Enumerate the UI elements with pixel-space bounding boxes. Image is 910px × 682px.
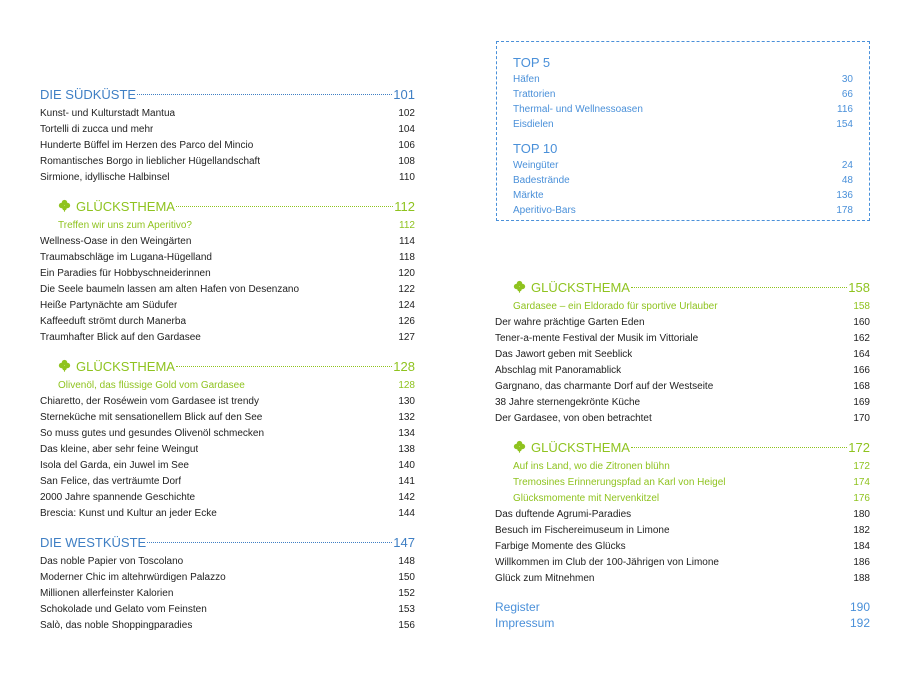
entry-title: Das noble Papier von Toscolano — [40, 556, 184, 567]
entry-page: 174 — [853, 477, 870, 488]
toc-entry[interactable] — [40, 314, 415, 330]
toc-entry[interactable] — [495, 411, 870, 427]
section-heading-suedkueste[interactable] — [40, 84, 415, 106]
section-page: 101 — [393, 87, 415, 102]
clover-icon — [58, 359, 71, 372]
entry-page: 132 — [398, 412, 415, 423]
entry-title: Romantisches Borgo in lieblicher Hügellandschaft — [40, 156, 261, 167]
entry-page: 144 — [398, 508, 415, 519]
entry-title: Tortelli di zucca und mehr — [40, 124, 154, 135]
toc-entry[interactable] — [495, 571, 870, 587]
toc-entry[interactable] — [40, 394, 415, 410]
toc-entry[interactable] — [495, 331, 870, 347]
entry-page: 24 — [841, 160, 853, 171]
section-title: GLÜCKSTHEMA — [76, 359, 175, 374]
entry-page: 153 — [398, 604, 415, 615]
entry-page: 118 — [399, 252, 415, 263]
gluecksthema-4-subtitles — [495, 459, 870, 507]
toc-entry[interactable] — [40, 474, 415, 490]
section-title: DIE SÜDKÜSTE — [40, 87, 137, 102]
gluecksthema-subtitle[interactable]: Gardasee – ein Eldorado für sportive Urlauber 158 — [513, 301, 870, 312]
dot-leader — [176, 366, 392, 367]
dot-leader — [631, 447, 847, 448]
toc-entry[interactable] — [495, 555, 870, 571]
entry-page: 186 — [853, 557, 870, 568]
entry-page: 130 — [398, 396, 415, 407]
entry-title: Auf ins Land, wo die Zitronen blühn — [513, 461, 670, 472]
entry-title: Glück zum Mitnehmen — [495, 573, 595, 584]
entry-title: Hunderte Büffel im Herzen des Parco del Mincio — [40, 140, 254, 151]
top-lists-box — [496, 41, 870, 221]
entry-page: 162 — [853, 333, 870, 344]
entry-title: Heiße Partynächte am Südufer — [40, 300, 178, 311]
section-page: 147 — [393, 535, 415, 550]
entry-page: 176 — [853, 493, 870, 504]
toc-entry[interactable] — [40, 154, 415, 170]
entry-title: 38 Jahre sternengekrönte Küche — [495, 397, 641, 408]
top5-heading: TOP 5 — [513, 55, 551, 70]
top10-heading: TOP 10 — [513, 141, 558, 156]
section-page: 172 — [848, 440, 870, 455]
entry-page: 120 — [398, 268, 415, 279]
entry-title: Gargnano, das charmante Dorf auf der Westseite — [495, 381, 714, 392]
entry-title: Kunst- und Kulturstadt Mantua — [40, 108, 176, 119]
entry-title: Das Jawort geben mit Seeblick — [495, 349, 633, 360]
toc-entry[interactable] — [40, 618, 415, 634]
entry-title: So muss gutes und gesundes Olivenöl schmecken — [40, 428, 265, 439]
top10-list — [513, 158, 853, 218]
entry-page: 30 — [841, 74, 853, 85]
top5-list — [513, 72, 853, 132]
toc-entry[interactable] — [495, 379, 870, 395]
toc-entry[interactable] — [40, 234, 415, 250]
entry-page: 122 — [398, 284, 415, 295]
entry-title: Tremosines Erinnerungspfad an Karl von Heigel — [513, 477, 726, 488]
gluecksthema-heading-128[interactable] — [58, 356, 415, 378]
appendix-entry[interactable] — [495, 599, 870, 615]
entry-title: Thermal- und Wellnessoasen — [513, 104, 643, 115]
toc-entry[interactable] — [40, 106, 415, 122]
entry-page: 110 — [399, 172, 415, 183]
top-list-item[interactable] — [513, 87, 853, 102]
entry-title: 2000 Jahre spannende Geschichte — [40, 492, 196, 503]
entry-page: 169 — [853, 397, 870, 408]
entry-title: Sterneküche mit sensationellem Blick auf den See — [40, 412, 263, 423]
entry-title: Schokolade und Gelato vom Feinsten — [40, 604, 207, 615]
toc-entry[interactable] — [40, 506, 415, 522]
toc-entry[interactable] — [495, 459, 870, 475]
entry-title: Impressum — [495, 616, 555, 630]
dot-leader — [631, 287, 847, 288]
entry-page: 160 — [853, 317, 870, 328]
top-list-item[interactable] — [513, 203, 853, 218]
entry-page: 136 — [836, 190, 853, 201]
entry-page: 170 — [853, 413, 870, 424]
toc-entry[interactable] — [40, 570, 415, 586]
entry-title: Märkte — [513, 190, 544, 201]
entry-title: Häfen — [513, 74, 540, 85]
toc-entry[interactable] — [40, 490, 415, 506]
entry-title: Eisdielen — [513, 119, 554, 130]
toc-entry[interactable] — [495, 507, 870, 523]
entry-title: Weingüter — [513, 160, 559, 171]
entry-title: Willkommen im Club der 100-Jährigen von Limone — [495, 557, 719, 568]
section-page: 158 — [848, 280, 870, 295]
toc-entry[interactable] — [495, 315, 870, 331]
dot-leader — [147, 542, 392, 543]
entry-page: 156 — [398, 620, 415, 631]
toc-entry[interactable] — [495, 363, 870, 379]
entry-title: Traumabschläge im Lugana-Hügelland — [40, 252, 212, 263]
toc-entry[interactable] — [40, 458, 415, 474]
entry-title: Traumhafter Blick auf den Gardasee — [40, 332, 201, 343]
entry-page: 126 — [398, 316, 415, 327]
toc-entry[interactable] — [40, 330, 415, 346]
toc-entry[interactable] — [40, 442, 415, 458]
entry-page: 148 — [398, 556, 415, 567]
top-list-item[interactable] — [513, 188, 853, 203]
entry-title: Aperitivo-Bars — [513, 205, 576, 216]
dot-leader — [137, 94, 392, 95]
gluecksthema-3-list — [495, 315, 870, 427]
entry-page: 154 — [836, 119, 853, 130]
entry-page: 168 — [853, 381, 870, 392]
entry-page: 140 — [398, 460, 415, 471]
entry-title: Salò, das noble Shoppingparadies — [40, 620, 193, 631]
section-title: GLÜCKSTHEMA — [531, 440, 630, 455]
gluecksthema-subtitle[interactable]: Treffen wir uns zum Aperitivo? 112 — [58, 220, 415, 231]
toc-entry[interactable] — [40, 602, 415, 618]
section-title: GLÜCKSTHEMA — [76, 199, 175, 214]
entry-title: San Felice, das verträumte Dorf — [40, 476, 182, 487]
gluecksthema-heading-172[interactable] — [513, 437, 870, 459]
entry-title: Der Gardasee, von oben betrachtet — [495, 413, 652, 424]
entry-page: 104 — [398, 124, 415, 135]
entry-page: 106 — [398, 140, 415, 151]
clover-icon — [58, 199, 71, 212]
entry-title: Trattorien — [513, 89, 556, 100]
entry-page: 188 — [853, 573, 870, 584]
entry-title: Ein Paradies für Hobbyschneiderinnen — [40, 268, 211, 279]
toc-entry[interactable] — [40, 282, 415, 298]
entry-title: Farbige Momente des Glücks — [495, 541, 626, 552]
toc-entry[interactable] — [40, 298, 415, 314]
toc-entry[interactable] — [495, 475, 870, 491]
toc-entry[interactable] — [40, 410, 415, 426]
entry-page: 180 — [853, 509, 870, 520]
entry-page: 182 — [853, 525, 870, 536]
entry-page: 48 — [841, 175, 853, 186]
right-column — [495, 277, 870, 631]
clover-icon — [513, 280, 526, 293]
entry-title: Der wahre prächtige Garten Eden — [495, 317, 645, 328]
section-title: GLÜCKSTHEMA — [531, 280, 630, 295]
appendix-entry[interactable] — [495, 615, 870, 631]
top-list-item[interactable] — [513, 173, 853, 188]
toc-entry[interactable] — [40, 122, 415, 138]
entry-title: Chiaretto, der Roséwein vom Gardasee ist trendy — [40, 396, 259, 407]
gluecksthema-1-list — [40, 234, 415, 346]
toc-entry[interactable] — [40, 250, 415, 266]
gluecksthema-subtitle[interactable]: Olivenöl, das flüssige Gold vom Gardasee 128 — [58, 380, 415, 391]
toc-entry[interactable] — [40, 266, 415, 282]
toc-entry[interactable] — [40, 586, 415, 602]
entry-title: Badestrände — [513, 175, 570, 186]
entry-page: 127 — [398, 332, 415, 343]
entry-title: Glücksmomente mit Nervenkitzel — [513, 493, 660, 504]
entry-page: 141 — [398, 476, 415, 487]
entry-title: Sirmione, idyllische Halbinsel — [40, 172, 170, 183]
entry-page: 108 — [398, 156, 415, 167]
section-title: DIE WESTKÜSTE — [40, 535, 147, 550]
entry-page: 152 — [398, 588, 415, 599]
entry-page: 114 — [399, 236, 415, 247]
entry-title: Register — [495, 600, 540, 614]
top-list-item[interactable] — [513, 72, 853, 87]
entry-page: 138 — [398, 444, 415, 455]
left-column — [40, 84, 415, 634]
entry-page: 150 — [398, 572, 415, 583]
entry-title: Millionen allerfeinster Kalorien — [40, 588, 174, 599]
entry-page: 66 — [841, 89, 853, 100]
entry-title: Das duftende Agrumi-Paradies — [495, 509, 632, 520]
entry-title: Abschlag mit Panoramablick — [495, 365, 622, 376]
entry-page: 178 — [836, 205, 853, 216]
clover-icon — [513, 440, 526, 453]
toc-entry[interactable] — [495, 523, 870, 539]
entry-title: Wellness-Oase in den Weingärten — [40, 236, 192, 247]
entry-title: Brescia: Kunst und Kultur an jeder Ecke — [40, 508, 217, 519]
entry-page: 142 — [398, 492, 415, 503]
entry-title: Kaffeeduft strömt durch Manerba — [40, 316, 187, 327]
westkueste-list — [40, 554, 415, 634]
entry-page: 172 — [853, 461, 870, 472]
top-list-item[interactable] — [513, 158, 853, 173]
entry-title: Isola del Garda, ein Juwel im See — [40, 460, 189, 471]
entry-page: 166 — [853, 365, 870, 376]
toc-entry[interactable] — [40, 170, 415, 186]
entry-page: 134 — [398, 428, 415, 439]
toc-entry[interactable] — [40, 138, 415, 154]
toc-entry[interactable] — [495, 347, 870, 363]
gluecksthema-heading-158[interactable] — [513, 277, 870, 299]
section-page: 112 — [394, 199, 415, 214]
suedkueste-list — [40, 106, 415, 186]
entry-page: 190 — [849, 600, 870, 614]
entry-title: Tener-a-mente Festival der Musik im Vittoriale — [495, 333, 699, 344]
top-list-item[interactable] — [513, 102, 853, 117]
section-page: 128 — [393, 359, 415, 374]
entry-title: Das kleine, aber sehr feine Weingut — [40, 444, 199, 455]
gluecksthema-heading-112[interactable] — [58, 196, 415, 218]
entry-page: 124 — [398, 300, 415, 311]
entry-page: 102 — [398, 108, 415, 119]
top-list-item[interactable] — [513, 117, 853, 132]
entry-title: Besuch im Fischereimuseum in Limone — [495, 525, 670, 536]
gluecksthema-4-list — [495, 507, 870, 587]
entry-page: 184 — [853, 541, 870, 552]
section-heading-westkueste[interactable] — [40, 532, 415, 554]
gluecksthema-2-list — [40, 394, 415, 522]
dot-leader — [176, 206, 393, 207]
toc-entry[interactable] — [40, 554, 415, 570]
entry-page: 164 — [853, 349, 870, 360]
entry-title: Die Seele baumeln lassen am alten Hafen von Desenzano — [40, 284, 300, 295]
entry-page: 192 — [849, 616, 870, 630]
toc-entry[interactable] — [495, 539, 870, 555]
toc-entry[interactable] — [495, 395, 870, 411]
entry-page: 116 — [837, 104, 853, 115]
entry-title: Moderner Chic im altehrwürdigen Palazzo — [40, 572, 226, 583]
toc-entry[interactable] — [495, 491, 870, 507]
toc-entry[interactable] — [40, 426, 415, 442]
appendix-list — [495, 599, 870, 631]
